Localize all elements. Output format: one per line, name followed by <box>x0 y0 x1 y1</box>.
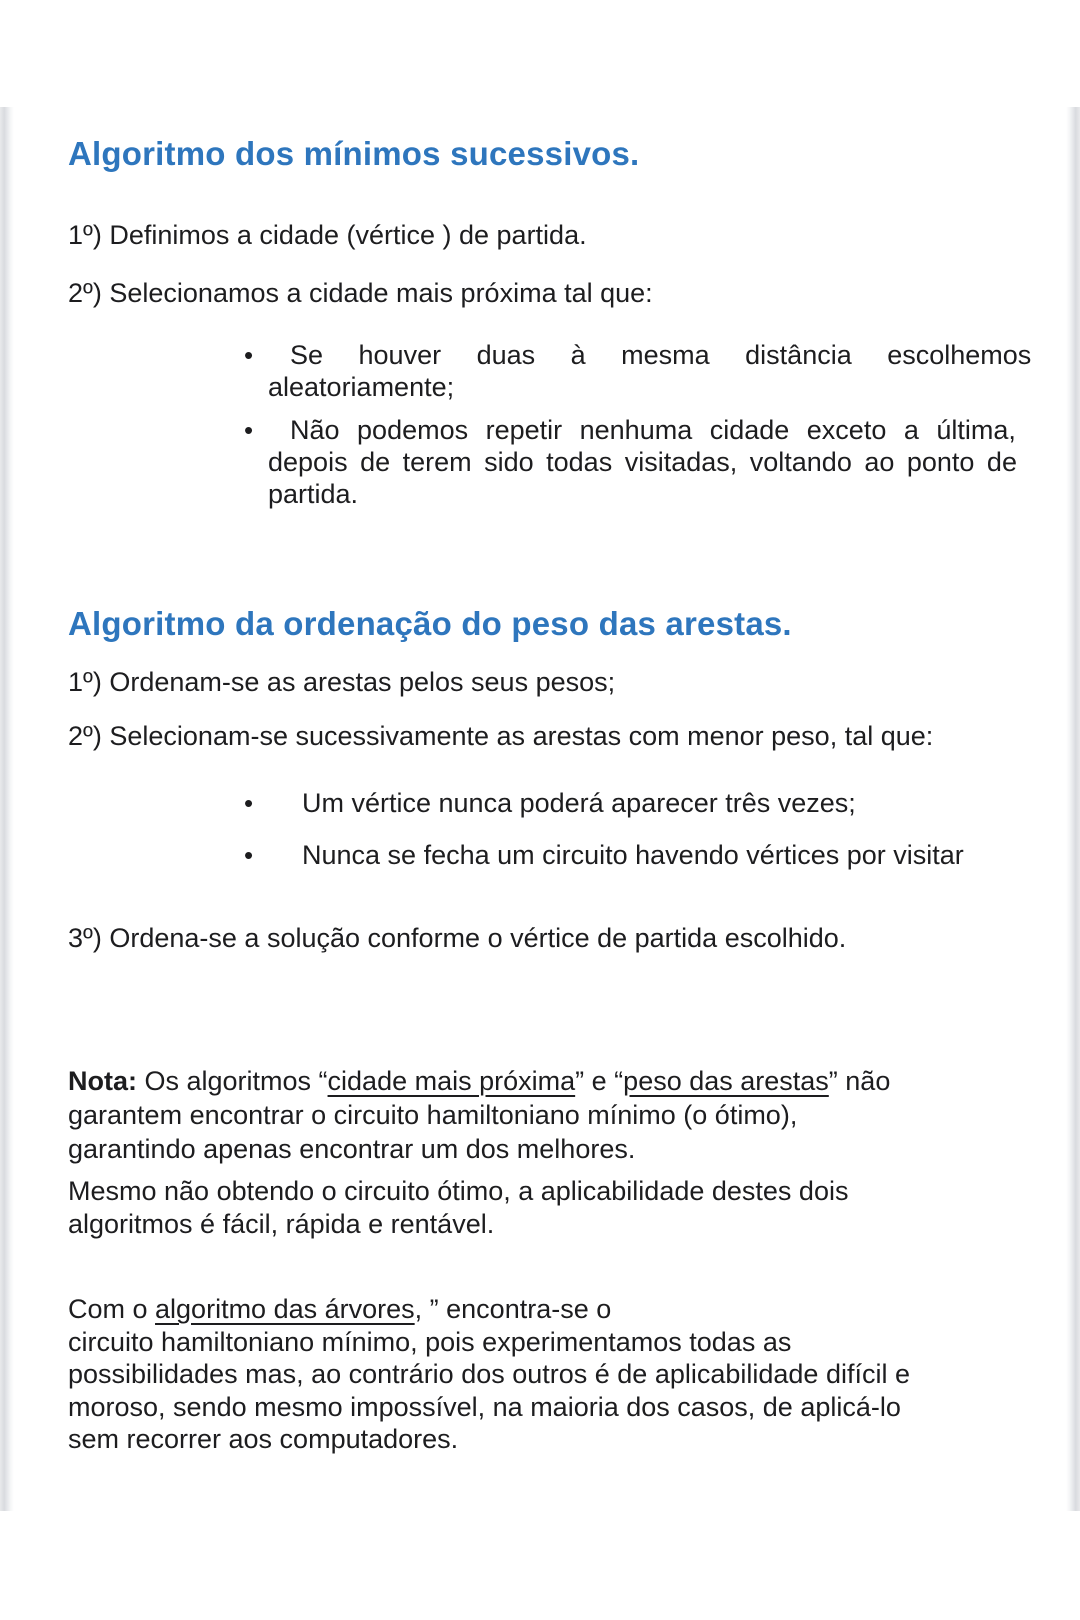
bullet-item <box>68 339 1032 403</box>
paragraph-text: , ” encontra-se o <box>414 1294 612 1324</box>
paragraph-line: possibilidades mas, ao contrário dos outros é de aplicabilidade difícil e <box>68 1359 910 1389</box>
paragraph-line: Mesmo não obtendo o circuito ótimo, a aplicabilidade destes dois <box>68 1176 849 1206</box>
nota-line <box>68 1064 1025 1098</box>
bullet-text-line: aleatoriamente; <box>268 372 455 402</box>
step-line: 1º) Definimos a cidade (vértice ) de partida. <box>68 220 587 250</box>
step-line: 2º) Selecionamos a cidade mais próxima tal que: <box>68 278 653 308</box>
underlined-phrase: peso das arestas <box>623 1066 829 1096</box>
bullet-icon: • <box>244 788 254 818</box>
bullet-item <box>68 414 1025 510</box>
bullet-icon: • <box>244 340 254 370</box>
paragraph-line: moroso, sendo mesmo impossível, na maioria dos casos, de aplicá-lo <box>68 1391 901 1422</box>
document-page <box>0 107 1080 1511</box>
paragraph-line <box>68 1293 1025 1326</box>
bullet-icon: • <box>244 840 254 870</box>
paragraph-line: algoritmos é fácil, rápida e rentável. <box>68 1209 495 1239</box>
nota-label: Nota: <box>68 1066 137 1096</box>
nota-paragraph <box>68 1064 1025 1166</box>
bullet-item <box>68 839 1025 871</box>
bullet-text-line: Não podemos repetir nenhuma cidade exceto a última, <box>290 415 1016 445</box>
nota-text: Os algoritmos “ <box>137 1066 328 1096</box>
section-heading-arestas: Algoritmo da ordenação do peso das arestas. <box>68 605 792 642</box>
nota-text: ” não <box>828 1066 891 1096</box>
bullet-text-line: Nunca se fecha um circuito havendo vértices por visitar <box>302 840 964 870</box>
step-line: 1º) Ordenam-se as arestas pelos seus pesos; <box>68 667 616 697</box>
nota-text: ” e “ <box>575 1066 624 1096</box>
step-line: 3º) Ordena-se a solução conforme o vértice de partida escolhido. <box>68 923 847 953</box>
bullet-icon: • <box>244 415 254 445</box>
bullet-text-line: Um vértice nunca poderá aparecer três vezes; <box>302 788 856 818</box>
bullet-text-line: Se houver duas à mesma distância escolhemos <box>290 340 1032 370</box>
nota-line: garantem encontrar o circuito hamiltoniano mínimo (o ótimo), <box>68 1100 798 1130</box>
underlined-phrase: algoritmo das árvores <box>155 1294 415 1324</box>
step-line: 2º) Selecionam-se sucessivamente as arestas com menor peso, tal que: <box>68 721 934 751</box>
section-heading-minimos: Algoritmo dos mínimos sucessivos. <box>68 135 640 172</box>
paragraph-line: sem recorrer aos computadores. <box>68 1424 459 1454</box>
nota-line: garantindo apenas encontrar um dos melhores. <box>68 1134 636 1164</box>
underlined-phrase: cidade mais próxima <box>327 1066 576 1096</box>
mesmo-paragraph <box>68 1175 1025 1241</box>
paragraph-line: circuito hamiltoniano mínimo, pois experimentamos todas as <box>68 1326 792 1357</box>
bullet-item <box>68 787 1025 819</box>
paragraph-text: Com o <box>68 1294 156 1324</box>
bullet-text-line: partida. <box>268 479 359 509</box>
arvores-paragraph <box>68 1293 1025 1456</box>
bullet-text-line: depois de terem sido todas visitadas, voltando ao ponto de <box>268 447 1017 477</box>
